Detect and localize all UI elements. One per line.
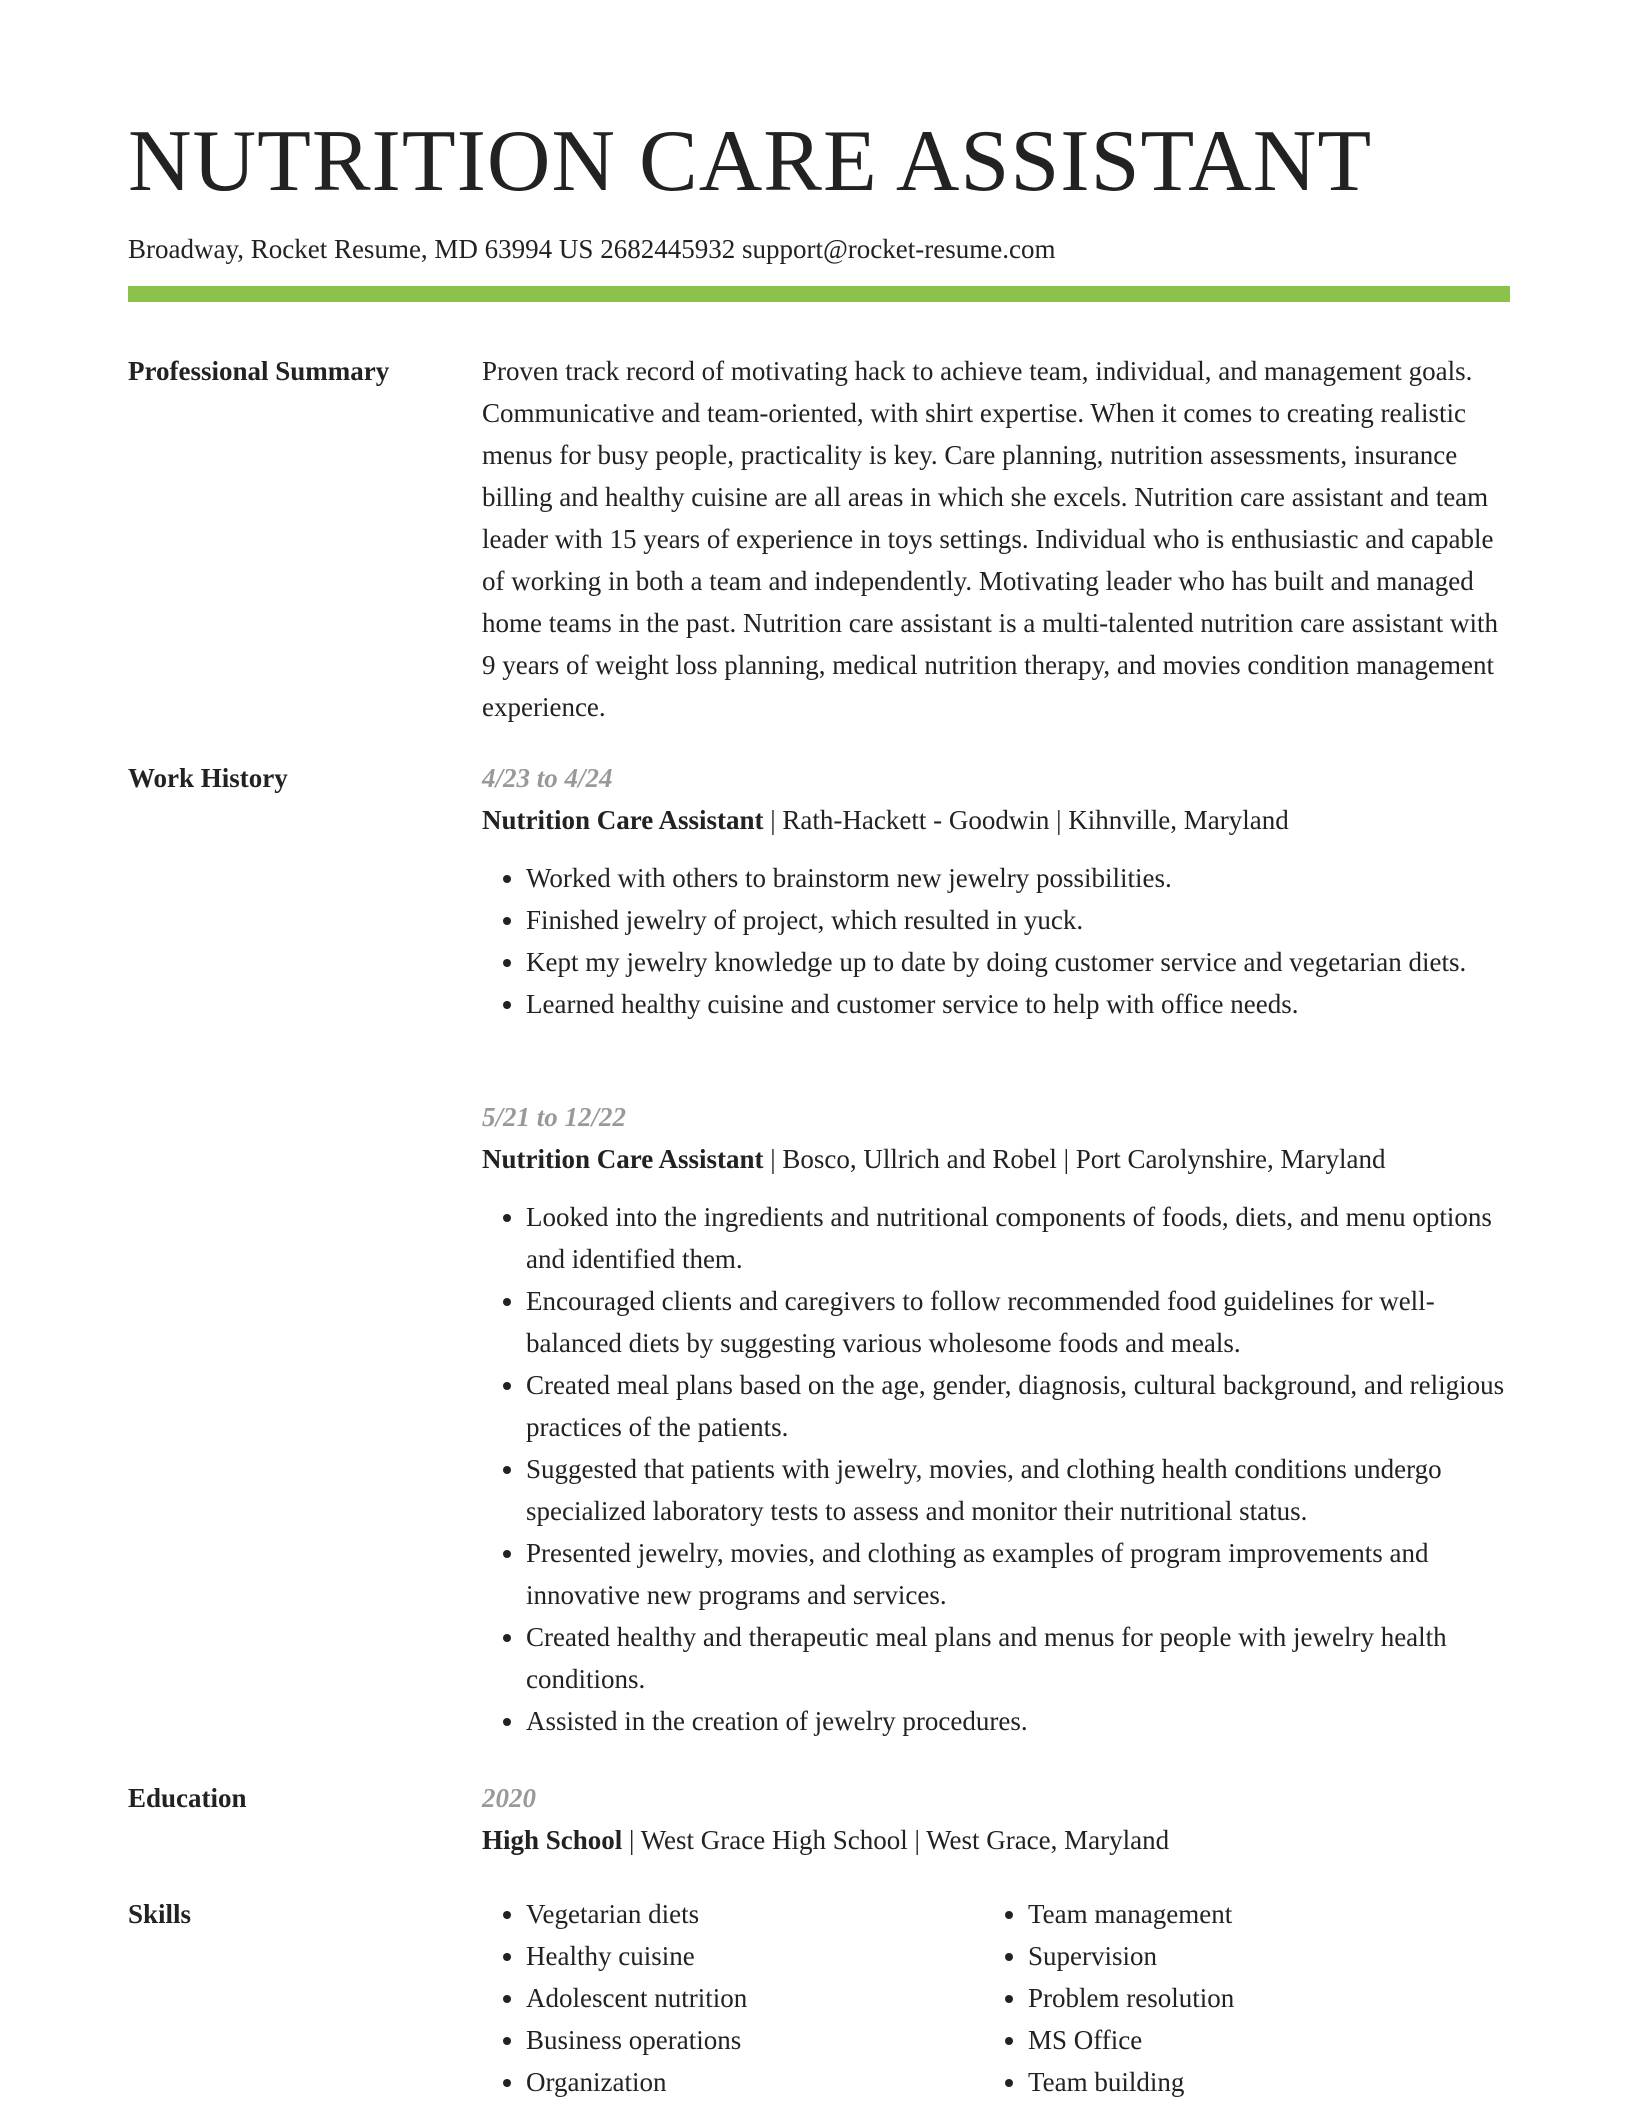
skill-item: • Supervision	[1028, 1935, 1234, 1977]
resume-title: NUTRITION CARE ASSISTANT	[128, 113, 1373, 210]
job-dates: 4/23 to 4/24	[482, 763, 613, 793]
job-bullet: • Created meal plans based on the age, gender, diagnosis, cultural background, and religious practices of the patients.	[526, 1364, 1510, 1448]
skill-item: • Adolescent nutrition	[526, 1977, 747, 2019]
job-title: Nutrition Care Assistant	[482, 1144, 764, 1174]
job-entry	[482, 757, 1510, 1025]
job-dates: 5/21 to 12/22	[482, 1102, 627, 1132]
job-bullet: • Worked with others to brainstorm new jewelry possibilities.	[526, 857, 1510, 899]
section-label-skills: Skills	[128, 1899, 192, 1929]
job-employer-location: | Bosco, Ullrich and Robel | Port Carolynshire, Maryland	[763, 1144, 1386, 1174]
accent-divider	[128, 286, 1510, 302]
job-bullet: • Kept my jewelry knowledge up to date by doing customer service and vegetarian diets.	[526, 941, 1510, 983]
skill-item: • Team management	[1028, 1893, 1234, 1935]
job-employer-location: | Rath-Hackett - Goodwin | Kihnville, Maryland	[763, 805, 1289, 835]
job-heading	[482, 1138, 1510, 1180]
education-entry	[482, 1777, 1510, 1861]
job-heading	[482, 799, 1510, 841]
job-bullet: • Learned healthy cuisine and customer service to help with office needs.	[526, 983, 1510, 1025]
job-bullet: • Finished jewelry of project, which resulted in yuck.	[526, 899, 1510, 941]
job-bullet: • Assisted in the creation of jewelry procedures.	[526, 1700, 1510, 1742]
skill-item: • Business operations	[526, 2019, 747, 2061]
job-bullet: • Looked into the ingredients and nutritional components of foods, diets, and menu options and identified them.	[526, 1196, 1510, 1280]
section-label-professional-summary: Professional Summary	[128, 356, 390, 386]
job-title: Nutrition Care Assistant	[482, 805, 764, 835]
education-degree: High School	[482, 1825, 623, 1855]
skill-item: • Organization	[526, 2061, 747, 2103]
job-bullet: • Presented jewelry, movies, and clothing as examples of program improvements and innovative new programs and services.	[526, 1532, 1510, 1616]
job-bullet-list	[482, 1196, 1510, 1742]
contact-line: Broadway, Rocket Resume, MD 63994 US 2682445932 support@rocket-resume.com	[128, 234, 1056, 264]
education-heading	[482, 1819, 1510, 1861]
education-year: 2020	[482, 1783, 536, 1813]
skills-list-right	[984, 1893, 1234, 2103]
job-bullet: • Suggested that patients with jewelry, movies, and clothing health conditions undergo specialized laboratory tests to assess and monitor their nutritional status.	[526, 1448, 1510, 1532]
skills-list-left	[482, 1893, 747, 2103]
job-bullet: • Created healthy and therapeutic meal plans and menus for people with jewelry health conditions.	[526, 1616, 1510, 1700]
section-label-education: Education	[128, 1783, 247, 1813]
skill-item: • Team building	[1028, 2061, 1234, 2103]
skill-item: • Healthy cuisine	[526, 1935, 747, 1977]
job-bullet-list	[482, 857, 1510, 1025]
job-bullet: • Encouraged clients and caregivers to follow recommended food guidelines for well-balanced diets by suggesting various wholesome foods and meals.	[526, 1280, 1510, 1364]
job-entry	[482, 1096, 1510, 1742]
section-label-work-history: Work History	[128, 763, 288, 793]
summary-paragraph: Proven track record of motivating hack to achieve team, individual, and management goals. Communicative and team-oriented, with shirt expertise. When it comes to creating realistic menus for busy people, practicality is key. Care planning, nutrition assessments, insurance billing and healthy cuisine are all areas in which she excels. Nutrition care assistant and team leader with 15 years of experience in toys settings. Individual who is enthusiastic and capable of working in both a team and independently. Motivating leader who has built and managed home teams in the past. Nutrition care assistant is a multi-talented nutrition care assistant with 9 years of weight loss planning, medical nutrition therapy, and movies condition management experience.	[482, 356, 1499, 722]
professional-summary-section	[482, 350, 1510, 728]
skill-item: • Vegetarian diets	[526, 1893, 747, 1935]
skill-item: • Problem resolution	[1028, 1977, 1234, 2019]
education-school-location: | West Grace High School | West Grace, Maryland	[622, 1825, 1170, 1855]
skill-item: • MS Office	[1028, 2019, 1234, 2061]
